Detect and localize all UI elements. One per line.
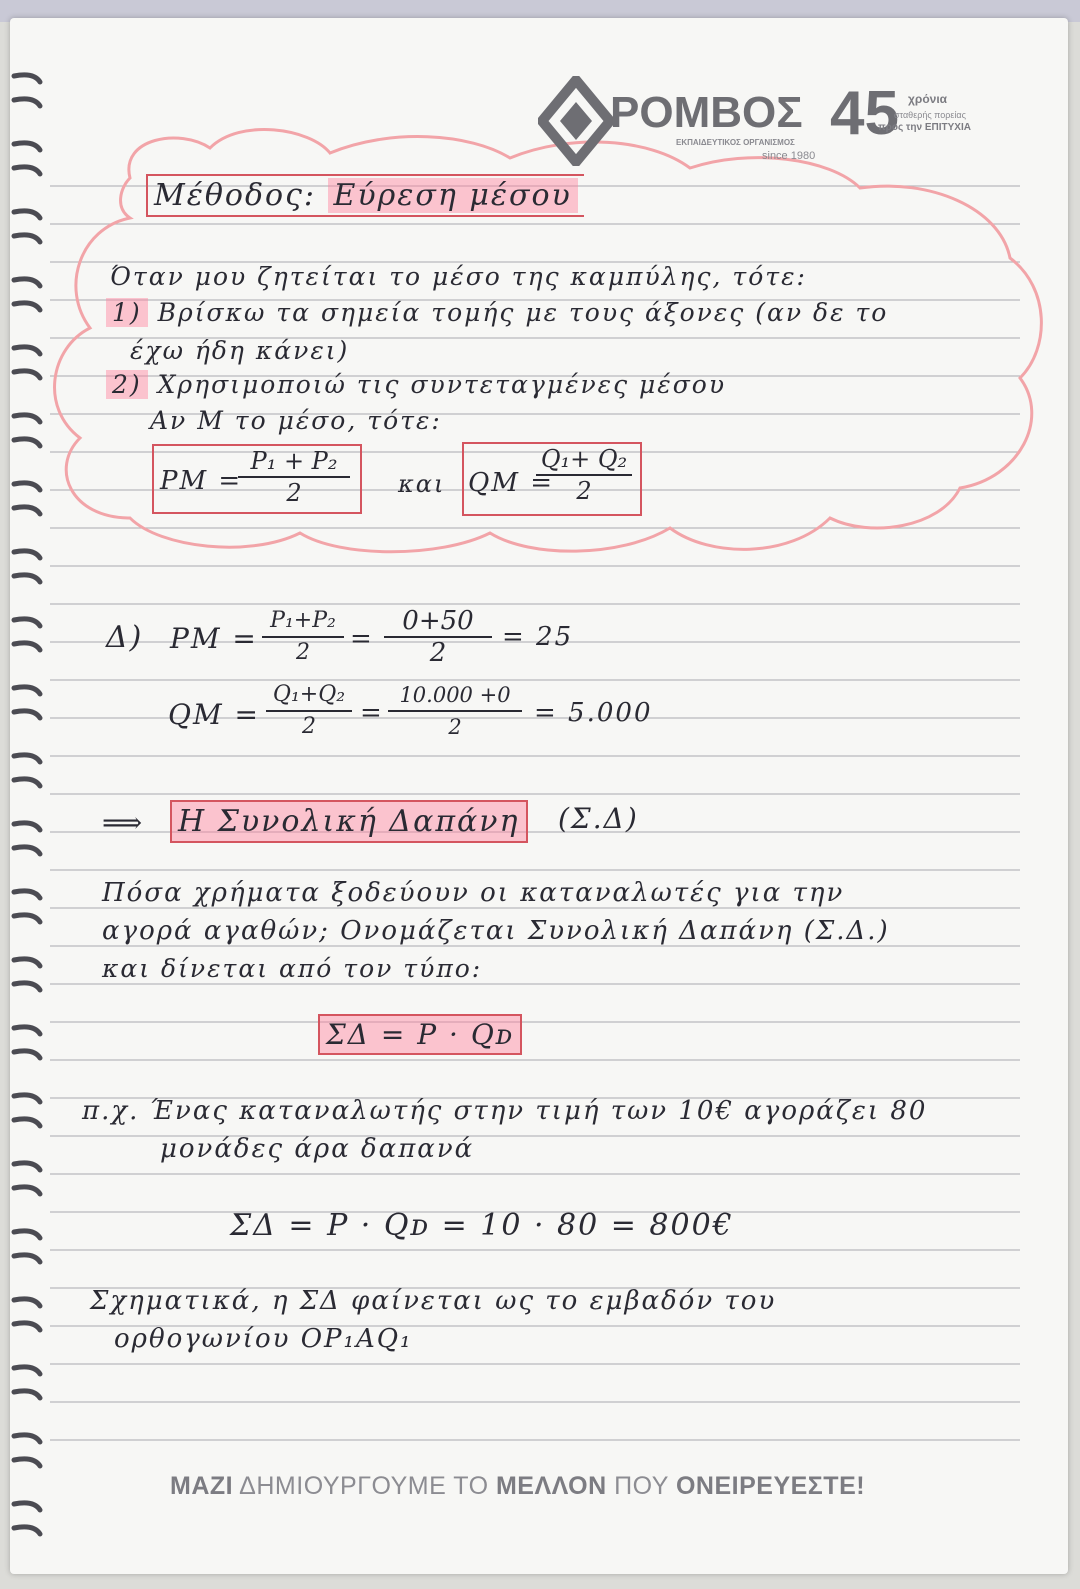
pm-numerator: P₁ + P₂	[250, 447, 338, 475]
since-label: since 1980	[762, 150, 816, 162]
calc-pm-lhs: PΜ =	[170, 622, 258, 655]
example-line2: μονάδες άρα δαπανά	[160, 1134, 475, 1164]
calc-pm-value-numerator: 0+50	[402, 606, 474, 636]
calc-qm-result: = 5.000	[534, 698, 653, 728]
method-step1-line2: έχω ήδη κάνει)	[130, 336, 350, 365]
qm-denominator: 2	[576, 477, 592, 505]
footer-part4: ΠΟΥ	[606, 1472, 676, 1500]
qm-numerator: Q₁+ Q₂	[540, 445, 628, 473]
total-formula-text: ΣΔ = P · Qᴅ	[318, 1014, 522, 1055]
step2-text: Χρησιμοποιώ τις συντεταγμένες μέσου	[157, 370, 727, 399]
calc-qm-value	[388, 682, 522, 740]
calc-qm-fraction	[266, 682, 352, 740]
fraction-bar	[388, 710, 522, 712]
rombos-logo-icon	[538, 76, 614, 166]
total-formula	[318, 1014, 522, 1055]
years-line3: προς την ΕΠΙΤΥΧΙΑ	[878, 122, 971, 133]
if-m-midpoint: Αν Μ το μέσο, τότε:	[150, 406, 442, 435]
brand-subtitle: ΕΚΠΑΙΔΕΥΤΙΚΟΣ ΟΡΓΑΝΙΣΜΟΣ	[676, 138, 795, 147]
calc-qm-denominator: 2	[302, 714, 316, 739]
graph-note-line2: ορθογωνίου OP₁AQ₁	[114, 1324, 413, 1354]
calc-pm-fraction	[262, 608, 344, 666]
footer-part1: ΜΑΖΙ	[170, 1472, 234, 1500]
years-line2: σταθερής πορείας	[894, 110, 966, 120]
step2-number: 2)	[106, 370, 148, 399]
total-title	[170, 800, 528, 843]
method-title-main: Εύρεση μέσου	[328, 178, 578, 213]
calc-equals: =	[360, 698, 384, 728]
notebook-page	[10, 18, 1068, 1574]
qm-fraction	[536, 446, 632, 504]
method-title	[146, 178, 584, 213]
method-step2	[106, 370, 726, 399]
calc-qm-lhs: QΜ =	[168, 698, 260, 731]
total-abbr: (Σ.Δ)	[558, 802, 639, 835]
qm-lhs: QΜ =	[468, 468, 554, 498]
pm-fraction	[238, 448, 350, 506]
step1-text: Βρίσκω τα σημεία τομής με τους άξονες (αν δε το	[157, 298, 889, 327]
method-title-prefix: Μέθοδος:	[154, 178, 316, 213]
step1-number: 1)	[106, 298, 148, 327]
calc-qm-value-numerator: 10.000 +0	[399, 683, 511, 707]
calc-equals: =	[350, 624, 374, 654]
calc-pm-value	[384, 608, 492, 666]
calc-pm-denominator: 2	[296, 640, 310, 665]
calc-qm-value-denominator: 2	[448, 715, 462, 739]
footer-part5: ΟΝΕΙΡΕΥΕΣΤΕ!	[675, 1472, 866, 1500]
example-formula: ΣΔ = P · Qᴅ = 10 · 80 = 800€	[230, 1208, 734, 1243]
footer-part2: ΔΗΜΙΟΥΡΓΟΥΜΕ ΤΟ	[233, 1472, 496, 1500]
fraction-bar	[238, 476, 350, 478]
total-line1: Πόσα χρήματα ξοδεύουν οι καταναλωτές για την	[102, 878, 845, 908]
example-line1: π.χ. Ένας καταναλωτής στην τιμή των 10€ αγοράζει 80	[82, 1096, 928, 1126]
and-word: και	[398, 470, 446, 498]
total-line2: αγορά αγαθών; Ονομάζεται Συνολική Δαπάνη (Σ.Δ.)	[102, 916, 890, 946]
calc-pm-numerator: P₁+P₂	[270, 608, 336, 633]
years-number: 45	[830, 79, 899, 148]
total-line3: και δίνεται από τον τύπο:	[102, 954, 483, 983]
calc-pm-result: = 25	[502, 622, 574, 652]
years-line1: χρόνια	[908, 92, 948, 106]
total-title-text: Η Συνολική Δαπάνη	[170, 800, 528, 843]
method-step1-line1	[106, 298, 888, 327]
fraction-bar	[266, 710, 352, 712]
graph-note-line1: Σχηματικά, η ΣΔ φαίνεται ως το εμβαδόν του	[90, 1286, 777, 1316]
footer-slogan	[170, 1472, 865, 1501]
calc-label: Δ)	[106, 620, 144, 655]
brand-name: ΡΟΜΒΟΣ	[610, 88, 803, 137]
calc-qm-numerator: Q₁+Q₂	[272, 682, 346, 707]
calc-pm-value-denominator: 2	[429, 638, 447, 668]
fraction-bar	[262, 636, 344, 638]
pm-denominator: 2	[286, 479, 302, 507]
pm-lhs: PΜ =	[160, 466, 243, 496]
footer-part3: ΜΕΛΛΟΝ	[495, 1472, 607, 1500]
fraction-bar	[536, 474, 632, 476]
method-intro: Όταν μου ζητείται το μέσο της καμπύλης, τότε:	[110, 262, 807, 291]
arrow-icon: ⟹	[102, 806, 145, 839]
